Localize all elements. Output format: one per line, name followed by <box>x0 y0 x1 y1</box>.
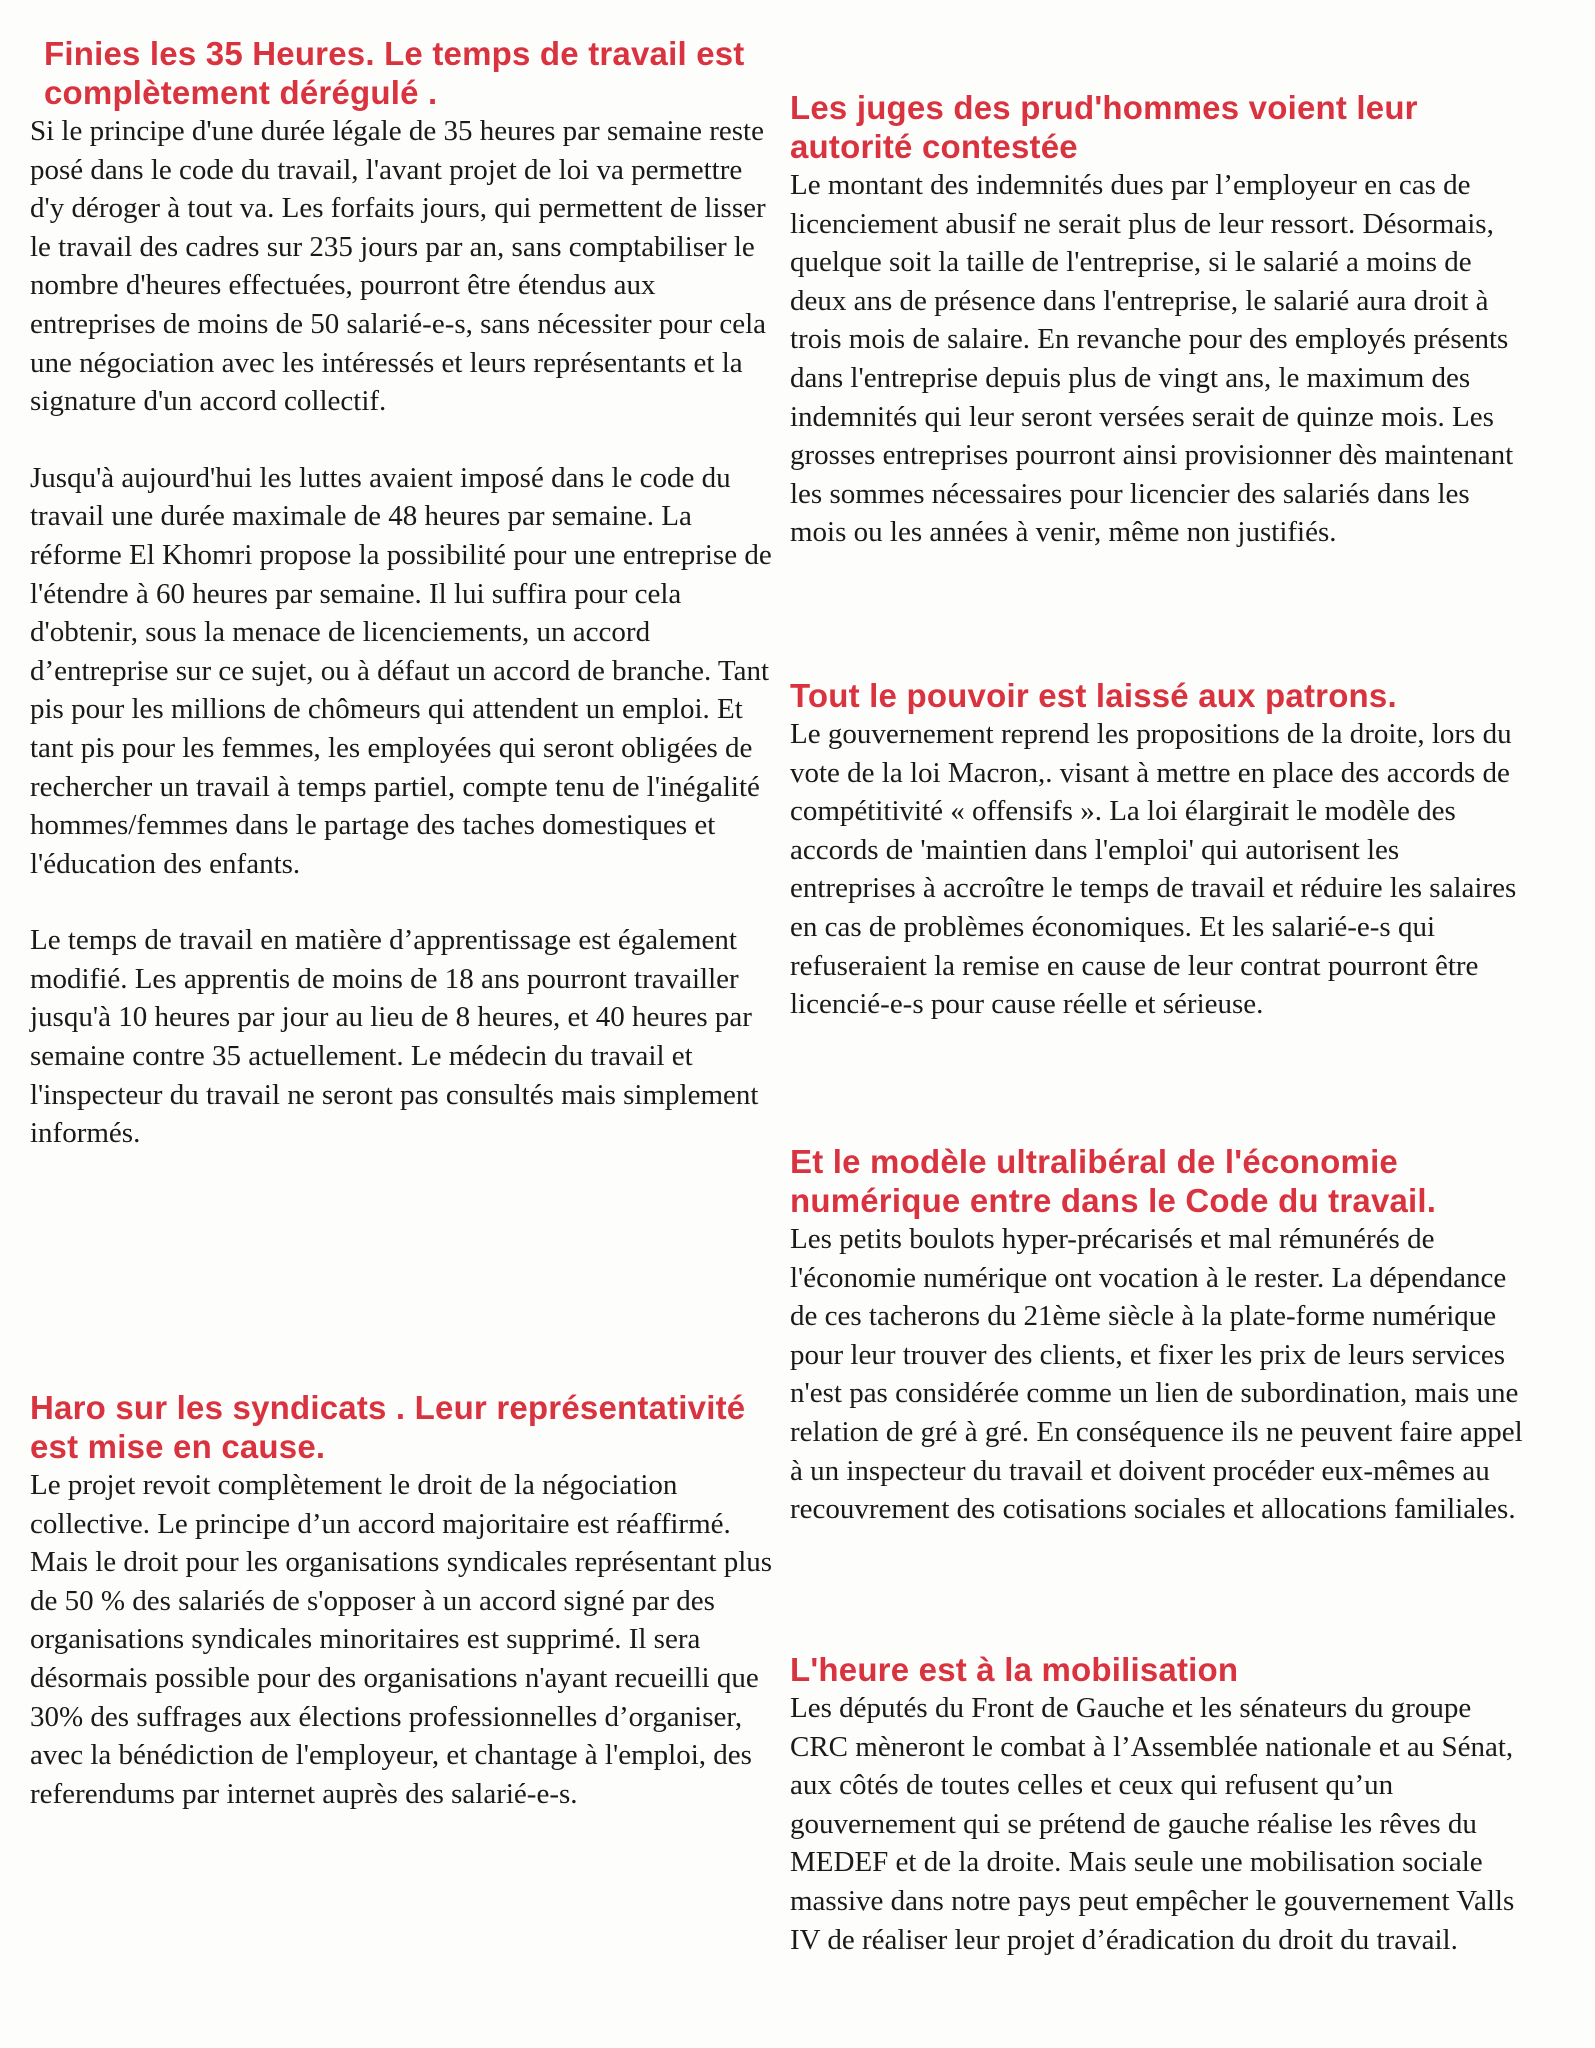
section-heading: Finies les 35 Heures. Le temps de travail est complètement dérégulé . <box>44 35 745 111</box>
section-economie-numerique <box>790 1142 1530 1529</box>
paragraph: Le gouvernement reprend les propositions de la droite, lors du vote de la loi Macron,. visant à mettre en place des accords de compétitivité « offensifs ». La loi élargirait le modèle des accords de 'maintien dans l'emploi' qui autorisent les entreprises à accroître le temps de travail et réduire les salaires en cas de problèmes économiques. Et les salarié-e-s qui refuseraient la remise en cause de leur contrat pourront être licencié-e-s pour cause réelle et sérieuse. <box>790 718 1517 1021</box>
section-35-heures <box>30 34 775 1153</box>
paragraph: Le projet revoit complètement le droit de la négociation collective. Le principe d’un accord majoritaire est réaffirmé. Mais le droit pour les organisations syndicales représentant plus de 50 % des salariés de s'opposer à un accord signé par des organisations syndicales minoritaires est supprimé. Il sera désormais possible pour des organisations n'ayant recueilli que 30% des suffrages aux élections professionnelles d’organiser, avec la bénédiction de l'employeur, et chantage à l'emploi, des referendums par internet auprès des salarié-e-s. <box>30 1469 773 1810</box>
paragraph: Les députés du Front de Gauche et les sénateurs du groupe CRC mèneront le combat à l’Assemblée nationale et au Sénat, aux côtés de toutes celles et ceux qui refusent qu’un gouvernement qui se prétend de gauche réalise les rêves du MEDEF et de la droite. Mais seule une mobilisation sociale massive dans notre pays peut empêcher le gouvernement Valls IV de réaliser leur projet d’éradication du droit du travail. <box>790 1692 1515 1956</box>
section-syndicats <box>30 1388 775 1813</box>
section-heading: Les juges des prud'hommes voient leur autorité contestée <box>790 89 1418 165</box>
paragraph: Les petits boulots hyper-précarisés et mal rémunérés de l'économie numérique ont vocation à le rester. La dépendance de ces tacherons du 21ème siècle à la plate-forme numérique pour leur trouver des clients, et fixer les prix de leurs services n'est pas considérée comme un lien de subordination, mais une relation de gré à gré. En conséquence ils ne peuvent faire appel à un inspecteur du travail et doivent procéder eux-mêmes au recouvrement des cotisations sociales et allocations familiales. <box>790 1223 1523 1526</box>
paragraph: Le temps de travail en matière d’apprentissage est également modifié. Les apprentis de moins de 18 ans pourront travailler jusqu'à 10 heures par jour au lieu de 8 heures, et 40 heures par semaine contre 35 actuellement. Le médecin du travail et l'inspecteur du travail ne seront pas consultés mais simplement informés. <box>30 924 759 1150</box>
paragraph: Si le principe d'une durée légale de 35 heures par semaine reste posé dans le code du travail, l'avant projet de loi va permettre d'y déroger à tout va. Les forfaits jours, qui permettent de lisser le travail des cadres sur 235 jours par an, sans comptabiliser le nombre d'heures effectuées, pourront être étendus aux entreprises de moins de 50 salarié-e-s, sans nécessiter pour cela une négociation avec les intéressés et leurs représentants et la signature d'un accord collectif. <box>30 115 767 418</box>
section-heading: Haro sur les syndicats . Leur représentativité est mise en cause. <box>30 1389 746 1465</box>
paragraph: Le montant des indemnités dues par l’employeur en cas de licenciement abusif ne serait plus de leur ressort. Désormais, quelque soit la taille de l'entreprise, si le salarié a moins de deux ans de présence dans l'entreprise, le salarié aura droit à trois mois de salaire. En revanche pour des employés présents dans l'entreprise depuis plus de vingt ans, le maximum des indemnités qui leur seront versées serait de quinze mois. Les grosses entreprises pourront ainsi provisionner dès maintenant les sommes nécessaires pour licencier des salariés dans les mois ou les années à venir, même non justifiés. <box>790 169 1514 549</box>
section-prudhommes <box>790 88 1530 552</box>
paragraph: Jusqu'à aujourd'hui les luttes avaient imposé dans le code du travail une durée maximale de 48 heures par semaine. La réforme El Khomri propose la possibilité pour une entreprise de l'étendre à 60 heures par semaine. Il lui suffira pour cela d'obtenir, sous la menace de licenciements, un accord d’entreprise sur ce sujet, ou à défaut un accord de branche. Tant pis pour les millions de chômeurs qui attendent un emploi. Et tant pis pour les femmes, les employées qui seront obligées de rechercher un travail à temps partiel, compte tenu de l'inégalité hommes/femmes dans le partage des taches domestiques et l'éducation des enfants. <box>30 461 772 880</box>
section-mobilisation <box>790 1650 1530 1959</box>
section-heading: L'heure est à la mobilisation <box>790 1651 1239 1688</box>
section-pouvoir-patrons <box>790 676 1530 1024</box>
section-heading: Tout le pouvoir est laissé aux patrons. <box>790 677 1397 714</box>
section-heading: Et le modèle ultralibéral de l'économie numérique entre dans le Code du travail. <box>790 1143 1437 1219</box>
